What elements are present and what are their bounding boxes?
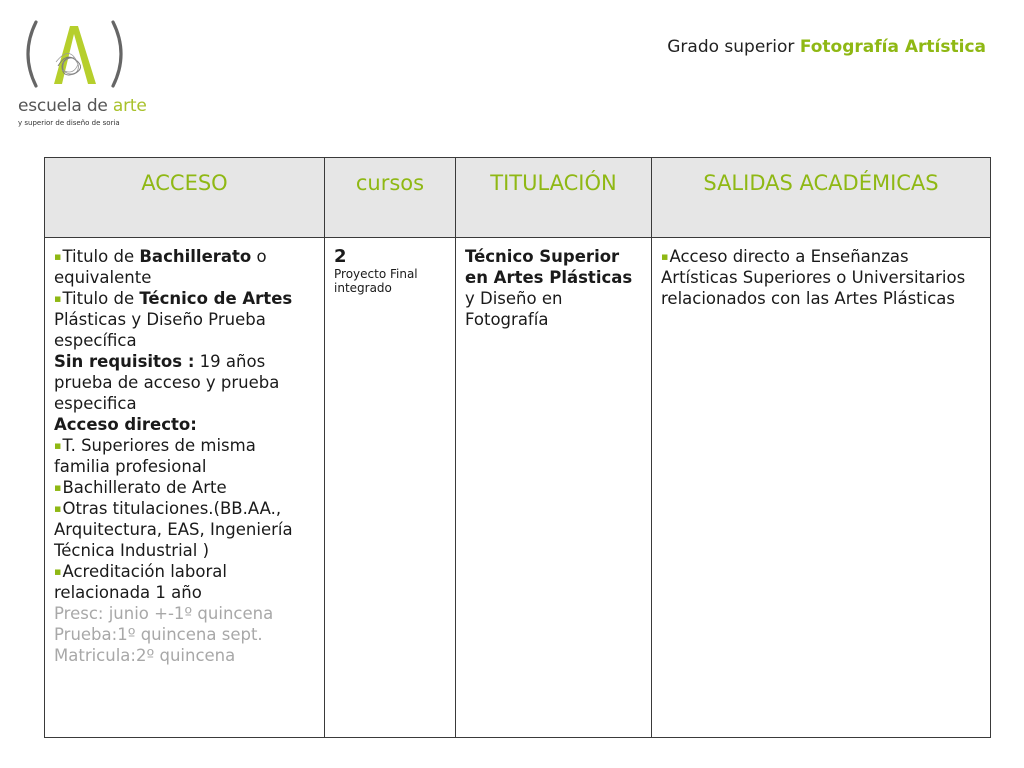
logo-name-part1: escuela de <box>18 96 113 116</box>
titulacion-rest: y Diseño en Fotografía <box>465 289 563 329</box>
cursos-note: Proyecto Final integrado <box>334 267 418 295</box>
acceso-item <box>54 498 315 561</box>
bullet-icon: ▪ <box>54 481 62 494</box>
acceso-bold: Sin requisitos : <box>54 352 195 371</box>
table-row <box>45 238 991 738</box>
acceso-text: Titulo de <box>62 289 140 308</box>
acceso-item <box>54 561 315 603</box>
logo-mark-icon <box>18 18 138 98</box>
header-titulacion: TITULACIÓN <box>456 158 652 238</box>
acceso-item <box>54 246 315 288</box>
header-acceso: ACCESO <box>45 158 325 238</box>
title-prefix: Grado superior <box>667 37 800 57</box>
acceso-item <box>54 414 315 435</box>
cell-salidas <box>652 238 991 738</box>
acceso-text: Titulo de <box>62 247 140 266</box>
info-table <box>44 157 991 738</box>
titulacion-bold: Técnico Superior en Artes Plásticas <box>465 247 633 287</box>
bullet-icon: ▪ <box>54 502 62 515</box>
cell-titulacion <box>456 238 652 738</box>
acceso-text: Otras titulaciones.(BB.AA., Arquitectura, EAS, Ingeniería Técnica Industrial ) <box>54 499 293 560</box>
acceso-text: 19 años prueba de acceso y prueba especifica <box>54 352 280 413</box>
acceso-text: o equivalente <box>54 247 267 287</box>
acceso-item <box>54 477 315 498</box>
dates-note: Prueba:1º quincena sept. <box>54 625 263 644</box>
bullet-icon: ▪ <box>54 292 62 305</box>
table-header-row <box>45 158 991 238</box>
acceso-item <box>54 435 315 477</box>
logo-subtitle: y superior de diseño de soria <box>18 119 120 127</box>
bullet-icon: ▪ <box>54 565 62 578</box>
title-highlight: Fotografía Artística <box>799 37 986 57</box>
logo-name <box>18 96 147 116</box>
acceso-bold: Acceso directo: <box>54 415 197 434</box>
logo-name-part2: arte <box>112 96 147 116</box>
titulacion-text <box>465 246 642 330</box>
bullet-icon: ▪ <box>54 250 62 263</box>
acceso-text: T. Superiores de misma familia profesional <box>54 436 256 476</box>
acceso-bold: Bachillerato <box>139 247 252 266</box>
acceso-item <box>54 288 315 351</box>
header-salidas-label: SALIDAS ACADÉMICAS <box>703 171 939 195</box>
school-logo <box>18 18 147 128</box>
header-cursos: cursos <box>325 158 456 238</box>
cell-cursos <box>325 238 456 738</box>
bullet-icon: ▪ <box>661 250 669 263</box>
salidas-item <box>661 246 981 309</box>
page-title <box>667 37 986 57</box>
acceso-text: Bachillerato de Arte <box>62 478 227 497</box>
acceso-text: Plásticas y Diseño Prueba específica <box>54 310 266 350</box>
acceso-bold: Técnico de Artes <box>139 289 293 308</box>
acceso-item <box>54 351 315 414</box>
cell-acceso <box>45 238 325 738</box>
salidas-text: Acceso directo a Enseñanzas Artísticas Superiores o Universitarios relacionados con las Artes Plásticas <box>661 247 966 308</box>
header-salidas <box>652 158 991 238</box>
cursos-number: 2 <box>334 246 347 267</box>
dates-note: Presc: junio +-1º quincena <box>54 604 274 623</box>
bullet-icon: ▪ <box>54 439 62 452</box>
dates-note: Matricula:2º quincena <box>54 646 236 665</box>
acceso-text: Acreditación laboral relacionada 1 año <box>54 562 227 602</box>
